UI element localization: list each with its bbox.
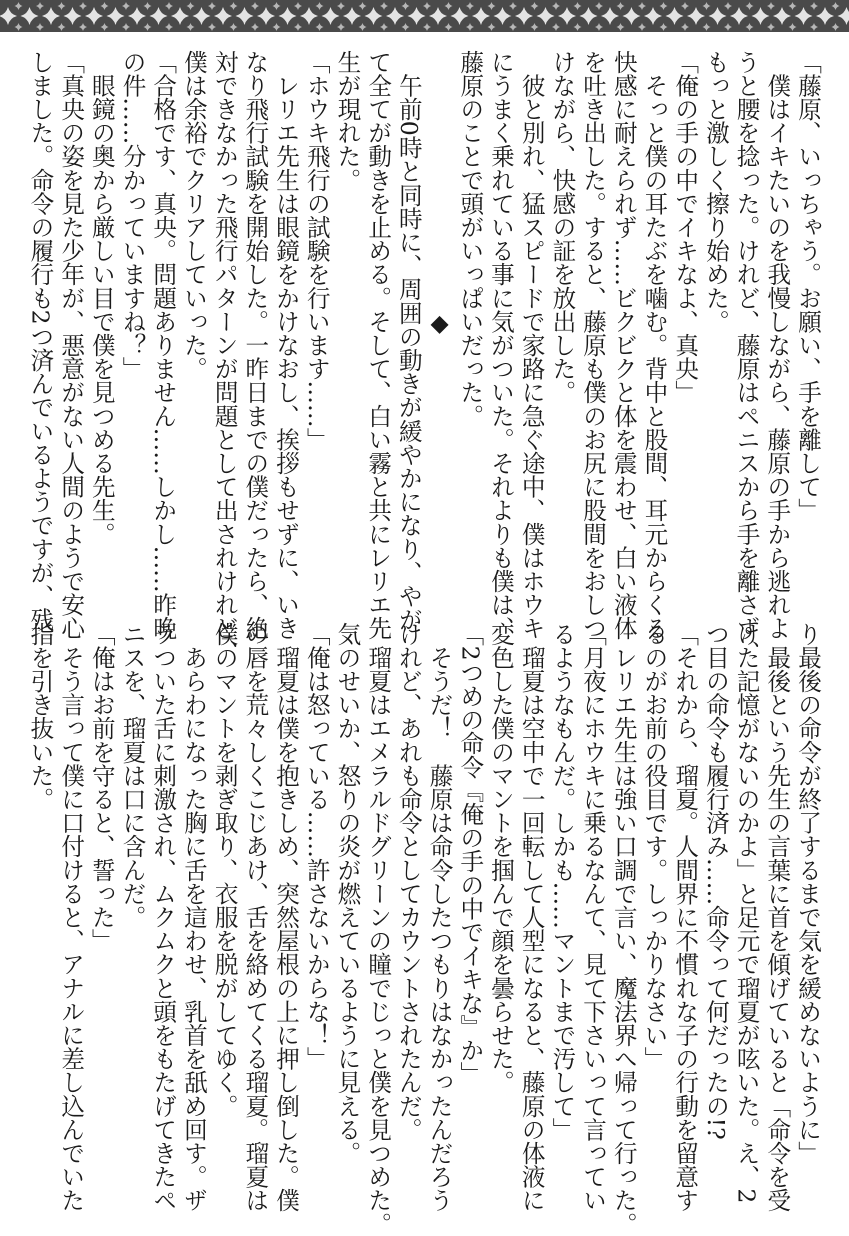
top-line: 対できなかった飛行パターンが問題として出されけれど、 bbox=[209, 50, 240, 595]
bottom-line: の唇を荒々しくこじあけ、舌を絡めてくる瑠夏。瑠夏は bbox=[240, 622, 271, 1167]
top-line: 快感に耐えられず……ビクビクと体を震わせ、白い液体 bbox=[608, 50, 639, 595]
bottom-line: ニスを、瑠夏は口に含んだ。 bbox=[117, 622, 148, 1167]
top-line: 彼と別れ、猛スピードで家路に急ぐ途中、僕はホウキ bbox=[516, 50, 547, 595]
text-block-top bbox=[205, 50, 823, 595]
top-line: の件……分かっていますね？」 bbox=[117, 50, 148, 595]
top-line: 「ホウキ飛行の試験を行います……」 bbox=[301, 50, 332, 595]
top-line: しました。命令の履行も2つ済んでいるようですが、残 bbox=[25, 50, 56, 595]
top-line: 藤原のことで頭がいっぱいだった。 bbox=[455, 50, 486, 595]
bottom-line: けれど、あれも命令としてカウントされたんだ。 bbox=[393, 622, 424, 1167]
bottom-line: 最後という先生の言葉に首を傾げていると「命令を受 bbox=[762, 622, 793, 1167]
bottom-line: り最後の命令が終了するまで気を緩めないように」 bbox=[792, 622, 823, 1167]
section-divider-icon: ◆ bbox=[424, 50, 455, 595]
top-line: もっと激しく擦り始めた。 bbox=[700, 50, 731, 595]
bottom-line: 「俺はお前を守ると、誓った」 bbox=[86, 622, 117, 1167]
bottom-line: けた記憶がないのかよ」と足元で瑠夏が呟いた。え、2 bbox=[731, 622, 762, 1167]
top-line: て全てが動きを止める。そして、白い霧と共にレリエ先 bbox=[362, 50, 393, 595]
top-line: レリエ先生は眼鏡をかけなおし、挨拶もせずに、いき bbox=[270, 50, 301, 595]
top-line: けながら、快感の証を放出した。 bbox=[547, 50, 578, 595]
bottom-line: レリエ先生は強い口調で言い、魔法界へ帰って行った。 bbox=[608, 622, 639, 1167]
top-line: 眼鏡の奥から厳しい目で僕を見つめる先生。 bbox=[86, 50, 117, 595]
top-line: そっと僕の耳たぶを噛む。背中と股間、耳元からくる bbox=[639, 50, 670, 595]
top-line: 生が現れた。 bbox=[332, 50, 363, 595]
bottom-line: 「2つめの命令『俺の手の中でイキな』か」 bbox=[455, 622, 486, 1167]
bottom-line: 「月夜にホウキに乗るなんて、見て下さいって言ってい bbox=[577, 622, 608, 1167]
bottom-line: あらわになった胸に舌を這わせ、乳首を舐め回す。ザ bbox=[178, 622, 209, 1167]
top-line: 午前0時と同時に、周囲の動きが緩やかになり、やが bbox=[393, 50, 424, 595]
text-block-bottom bbox=[205, 622, 823, 1167]
bottom-line: 「俺は怒っている……許さないからな！」 bbox=[301, 622, 332, 1167]
top-line: 「俺の手の中でイキなよ、真央」 bbox=[669, 50, 700, 595]
top-line: なり飛行試験を開始した。一昨日までの僕だったら、絶 bbox=[240, 50, 271, 595]
bottom-line: 瑠夏は僕を抱きしめ、突然屋根の上に押し倒した。僕 bbox=[270, 622, 301, 1167]
bottom-line: るのがお前の役目です。しっかりなさい」 bbox=[639, 622, 670, 1167]
bottom-line: そう言って僕に口付けると、アナルに差し込んでいた bbox=[55, 622, 86, 1167]
top-line: 「真央の姿を見た少年が、悪意がない人間のようで安心 bbox=[55, 50, 86, 595]
bottom-line: 瑠夏はエメラルドグリーンの瞳でじっと僕を見つめた。 bbox=[362, 622, 393, 1167]
top-line: 「藤原、いっちゃう。お願い、手を離して」 bbox=[792, 50, 823, 595]
bottom-line: 指を引き抜いた。 bbox=[25, 622, 56, 1167]
top-line: 「合格です、真央。問題ありません……しかし……昨晩 bbox=[148, 50, 179, 595]
bottom-line: 僕のマントを剥ぎ取り、衣服を脱がしてゆく。 bbox=[209, 622, 240, 1167]
bottom-line: そうだ！ 藤原は命令したつもりはなかったんだろう bbox=[424, 622, 455, 1167]
bottom-line: 変色した僕のマントを掴んで顔を曇らせた。 bbox=[485, 622, 516, 1167]
top-line: 僕は余裕でクリアしていった。 bbox=[178, 50, 209, 595]
top-line: にうまく乗れている事に気がついた。それよりも僕は、 bbox=[485, 50, 516, 595]
bottom-line: るようなもんだ。しかも……マントまで汚して」 bbox=[547, 622, 578, 1167]
bottom-line: ラついた舌に刺激され、ムクムクと頭をもたげてきたペ bbox=[148, 622, 179, 1167]
top-line: うと腰を捻った。けれど、藤原はペニスから手を離さず、 bbox=[731, 50, 762, 595]
bottom-line: つ目の命令も履行済み……命令って何だったの!? bbox=[700, 622, 731, 1167]
bottom-line: 「それから、瑠夏。人間界に不慣れな子の行動を留意す bbox=[669, 622, 700, 1167]
top-line: 僕はイキたいのを我慢しながら、藤原の手から逃れよ bbox=[762, 50, 793, 595]
top-line: を吐き出した。すると、藤原も僕のお尻に股間をおしつ bbox=[577, 50, 608, 595]
bottom-line: 気のせいか、怒りの炎が燃えているように見える。 bbox=[332, 622, 363, 1167]
bottom-line: 瑠夏は空中で一回転して人型になると、藤原の体液に bbox=[516, 622, 547, 1167]
